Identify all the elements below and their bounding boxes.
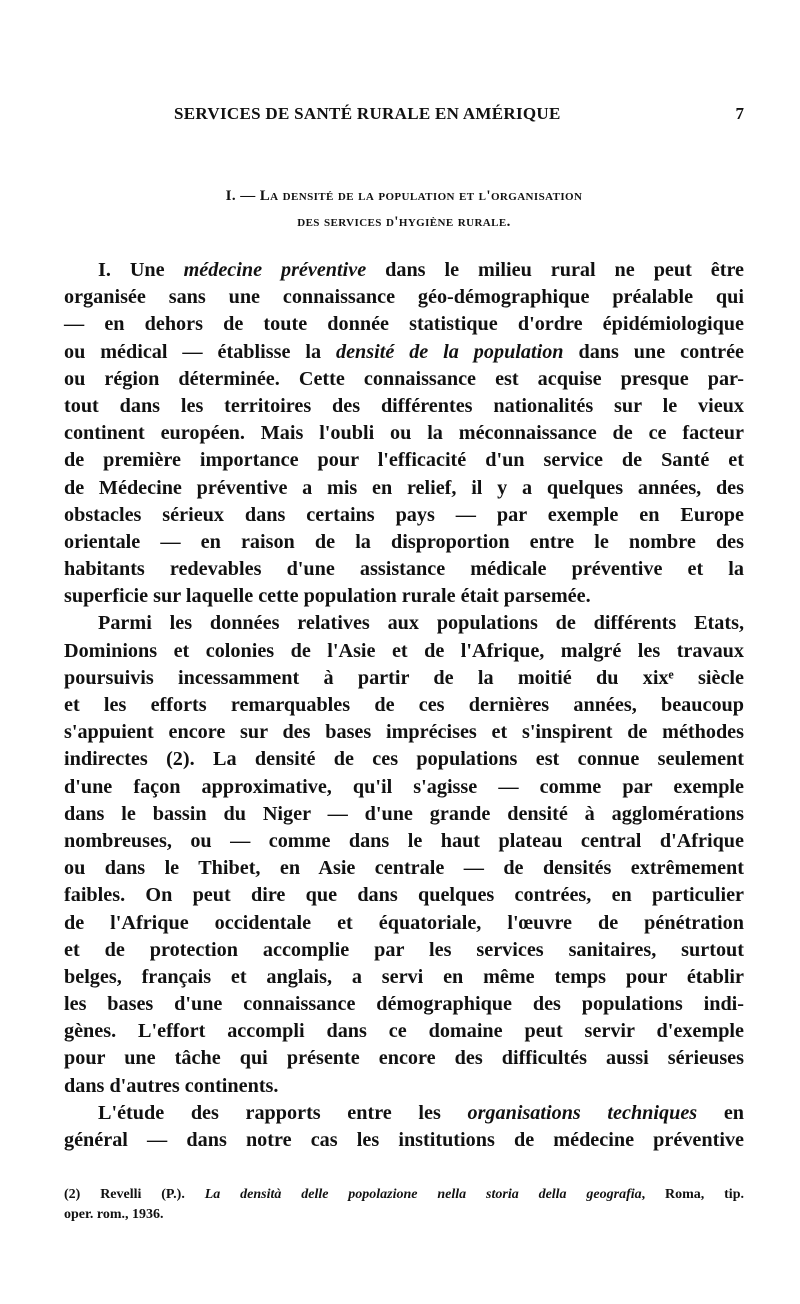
text-line: pour une tâche qui présente encore des difficultés aussi sérieuses — [64, 1047, 744, 1070]
text-line: organisée sans une connaissance géo-démographique préalable qui — [64, 286, 744, 309]
section-heading-line-1: I. — La densité de la population et l'organisation — [225, 188, 583, 204]
text-line: dans d'autres continents. — [64, 1074, 279, 1097]
text-line: L'étude des rapports entre les organisations techniques en — [98, 1101, 745, 1124]
text-line: I. Une médecine préventive dans le milieu rural ne peut être — [98, 259, 745, 281]
body-text — [64, 257, 744, 1154]
text-line: nombreuses, ou — comme dans le haut plateau central d'Afrique — [64, 829, 744, 852]
text-line: Parmi les données relatives aux populations de différents Etats, — [98, 612, 744, 635]
text-line: de Médecine préventive a mis en relief, il y a quelques années, des — [64, 476, 744, 499]
footnote — [64, 1185, 744, 1225]
section-heading-line-2: des services d'hygiène rurale. — [297, 214, 511, 230]
text-line: faibles. On peut dire que dans quelques contrées, en particulier — [64, 884, 744, 907]
running-head-title: SERVICES DE SANTÉ RURALE EN AMÉRIQUE — [174, 104, 561, 123]
text-line: continent européen. Mais l'oubli ou la méconnaissance de ce facteur — [64, 422, 744, 445]
text-line: ou région déterminée. Cette connaissance est acquise presque par- — [64, 367, 744, 390]
text-line: tout dans les territoires des différentes nationalités sur le vieux — [64, 394, 744, 417]
text-line: poursuivis incessamment à partir de la moitié du xixᵉ siècle — [64, 666, 744, 689]
text-line: orientale — en raison de la disproportion entre le nombre des — [64, 530, 744, 553]
text-line: et les efforts remarquables de ces dernières années, beaucoup — [64, 694, 744, 716]
text-line: s'appuient encore sur des bases imprécises et s'inspirent de méthodes — [64, 721, 744, 744]
text-line: de première importance pour l'efficacité d'un service de Santé et — [64, 449, 744, 472]
text-line: gènes. L'effort accompli dans ce domaine peut servir d'exemple — [64, 1020, 744, 1043]
text-line: les bases d'une connaissance démographique des populations indi- — [64, 993, 744, 1016]
section-heading — [64, 183, 744, 235]
text-line: général — dans notre cas les institutions de médecine préventive — [64, 1129, 744, 1151]
text-line: et de protection accomplie par les services sanitaires, surtout — [64, 938, 744, 961]
text-line: ou médical — établisse la densité de la population dans une contrée — [64, 340, 744, 363]
running-head — [64, 104, 744, 130]
page-number: 7 — [735, 104, 744, 123]
text-line: d'une façon approximative, qu'il s'agisse — comme par exemple — [64, 775, 744, 798]
footnote-line: oper. rom., 1936. — [64, 1207, 164, 1222]
footnote-line: (2) Revelli (P.). La densità delle popolazione nella storia della geografia, Roma, tip. — [64, 1187, 744, 1202]
text-line: superficie sur laquelle cette population rurale était parsemée. — [64, 585, 591, 608]
text-line: habitants redevables d'une assistance médicale préventive et la — [64, 558, 744, 581]
text-line: dans le bassin du Niger — d'une grande densité à agglomérations — [64, 802, 744, 825]
text-line: — en dehors de toute donnée statistique d'ordre épidémiologique — [64, 313, 744, 336]
text-line: ou dans le Thibet, en Asie centrale — de densités extrêmement — [64, 857, 744, 880]
text-line: de l'Afrique occidentale et équatoriale, l'œuvre de pénétration — [64, 911, 744, 934]
text-line: belges, français et anglais, a servi en même temps pour établir — [64, 965, 744, 988]
text-line: indirectes (2). La densité de ces populations est connue seulement — [64, 748, 744, 771]
text-line: obstacles sérieux dans certains pays — par exemple en Europe — [64, 503, 744, 526]
text-line: Dominions et colonies de l'Asie et de l'Afrique, malgré les travaux — [64, 639, 744, 662]
